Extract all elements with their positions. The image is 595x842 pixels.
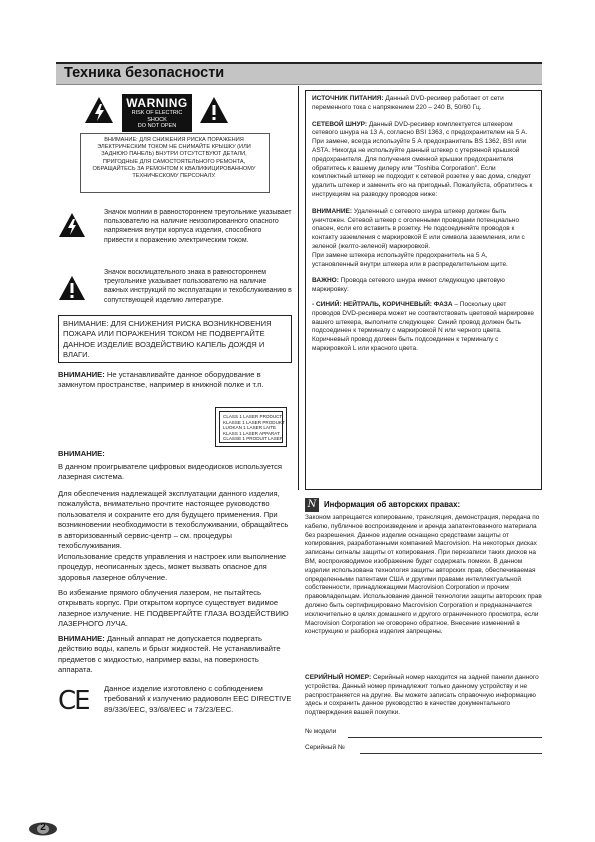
install-warning-text: Не устанавливайте данное оборудование в замкнутом пространстве, например в книжной полке и т.п. (58, 370, 264, 390)
exclamation-description: Значок восклицательного знака в равностороннем треугольнике указывает пользователю на наличие важных инструкций по эксплуатации и техобслуживанию в сопутствующей изделию литературе. (104, 269, 292, 304)
warning-line-1: RISK OF ELECTRIC SHOCK (131, 110, 183, 123)
wire-colors-paragraph (312, 301, 535, 354)
copyright-text: Законом запрещается копирование, трансляция, демонстрация, передача по кабелю, публичное воспроизведение и аренда запатентованного материала без разрешения. Данное изделие оснащено средствами защиты от копирования, разработанными компанией Macrovision. На некоторых дисках записаны сигналы защиты от копирования. При перезаписи таких дисков на ВМ, воспроизводимое изображение будет содержать помехи. В данном изделии использована технология защиты авторских прав, обеспечиваемая определенными патентами США и другими правами интеллектуальной собственности, принадлежащими Macrovision Corporation и прочим правовладельцам. Использование данной технологии защиты авторских прав должно быть сертифицировано Macrovision Corporation и предназначается исключительно в целях домашнего и другого ограниченного просмотра, если Macrovision Corporation не оговорено обратное. Внесение изменений в конструкцию и разборка изделия запрещены. (305, 514, 542, 636)
laser-label-text: CLASS 1 LASER PRODUCT KLASSE 1 LASER PRODUKT LUOKAN 1 LASER LAITE KLASS 1 LASER APPARAT CLASSE 1 PRODUIT LASER (219, 411, 283, 443)
water-warning-label: ВНИМАНИЕ: (58, 634, 105, 643)
power-safety-box (305, 90, 542, 490)
manual-paragraph: Для обеспечения надлежащей эксплуатации данного изделия, пожалуйста, внимательно прочтите настоящее руководство пользователя и сохраните его для будущего применения. При возникновении необходимости в техобслуживании, обращайтесь в авторизованный сервис-центр – см. процедуры техобслуживания. (58, 489, 289, 551)
fuse-paragraph: При замене штекера используйте предохранитель на 5 А, установленный внутри штекера или в распределительном щите. (312, 251, 508, 268)
cord-paragraph (312, 121, 535, 200)
install-warning-label: ВНИМАНИЕ: (58, 370, 105, 379)
serial-text: Серийный номер находится на задней панели данного устройства. Данный номер принадлежит только данному устройству и не распространяется на другие. Вы можете записать справочную информацию здесь и сохранить данное руководство в качестве документального подтверждения вашей покупки. (305, 674, 539, 717)
ce-mark-icon: CE (58, 686, 89, 716)
plug-warning-paragraph (312, 208, 535, 252)
title-bar (56, 62, 542, 85)
serial-field-label: Серийный № (305, 744, 345, 751)
copyright-heading: Информация об авторских правах: (324, 500, 461, 509)
wire-colors-text: – Поскольку цвет проводов DVD-ресивера может не соответствовать цветовой маркировке вашего штекера, выполните следующее: Синий провод должен быть подсоединен к терминалу с маркировкой N или черного цвета. Коричневый провод должен быть подсоединен к терминалу с маркировкой L или красного цвета. (312, 300, 535, 352)
laser-exposure-paragraph: Во избежание прямого облучения лазером, не пытайтесь открывать корпус. При открытом корпусе существует видимое лазерное излучение. НЕ ПОДВЕРГАЙТЕ ГЛАЗА ВОЗДЕЙСТВИЮ ЛАЗЕРНОГО ЛУЧА. (58, 588, 289, 629)
serial-label: СЕРИЙНЫЙ НОМЕР: (305, 674, 372, 681)
ce-directive-text: Данное изделие изготовлено с соблюдением требований к излучению радиоволн EEC DIRECTIVE 89/336/EEC, 93/68/EEC и 73/23/EEC. (104, 684, 292, 714)
laser-product-label (215, 407, 287, 447)
cord-label: СЕТЕВОЙ ШНУР: (312, 120, 368, 128)
fire-warning-text: ВНИМАНИЕ: ДЛЯ СНИЖЕНИЯ РИСКА ВОЗНИКНОВЕНИЯ ПОЖАРА ИЛИ ПОРАЖЕНИЯ ТОКОМ НЕ ПОДВЕРГАЙТЕ ДАННОЕ ИЗДЕЛИЕ ВОЗДЕЙСТВИЮ КАПЕЛЬ ДОЖДЯ И ВЛАГИ. (63, 319, 272, 360)
power-text: Данный DVD-ресивер работает от сети переменного тока с напряжением 220 – 240 В, 50/60 Гц. (312, 95, 504, 111)
serial-paragraph (305, 674, 542, 718)
important-paragraph (312, 277, 535, 295)
page-number: 2 (40, 822, 46, 833)
warning-box (122, 94, 192, 132)
attention-heading: ВНИМАНИЕ: (58, 449, 105, 458)
model-number-line[interactable] (348, 729, 542, 738)
important-text: Провода сетевого шнура имеют следующую цветовую маркировку: (312, 277, 505, 294)
warning-lightning-icon (84, 96, 114, 124)
lightning-description: Значок молнии в равностороннем треугольнике указывает пользователю на наличие неизолированного опасного напряжения внутри корпуса изделия, способного привести к поражению электрическим током. (104, 209, 292, 244)
important-label: ВАЖНО: (312, 277, 339, 285)
warning-subtext: ВНИМАНИЕ: ДЛЯ СНИЖЕНИЯ РИСКА ПОРАЖЕНИЯ ЭЛЕКТРИЧЕСКИМ ТОКОМ НЕ СНИМАЙТЕ КРЫШКУ (ИЛИ ЗАДНЮЮ ПАНЕЛЬ) ВНУТРИ ОТСУТСТВУЮТ ДЕТАЛИ, ПРИГОДНЫЕ ДЛЯ САМОСТОЯТЕЛЬНОГО РЕМОНТА, ОБРАЩАЙТЕСЬ ЗА РЕМОНТОМ К КВАЛИФИЦИРОВАННОМУ ТЕХНИЧЕСКОМУ ПЕРСОНАЛУ. (92, 137, 256, 180)
serial-number-line[interactable] (360, 745, 542, 754)
wire-colors-label: - СИНИЙ: НЕЙТРАЛЬ, КОРИЧНЕВЫЙ: ФАЗА (312, 300, 453, 308)
install-warning (58, 370, 292, 391)
power-paragraph (312, 95, 535, 113)
laser-system-paragraph: В данном проигрывателе цифровых видеодисков используется лазерная система. (58, 462, 283, 482)
warning-heading: WARNING (126, 96, 188, 110)
fire-warning-box (58, 315, 292, 363)
plug-warning-label: ВНИМАНИЕ: (312, 207, 353, 215)
page-number-badge (28, 822, 58, 836)
column-divider (298, 86, 299, 490)
water-warning-text: Данный аппарат не допускается подвергать действию воды, капель и брызг жидкостей. Не устанавливайте предметов с жидкостью, например вазы, на поверхность аппарата. (58, 634, 281, 675)
controls-paragraph: Использование средств управления и настроек или выполнение процедур, неописанных здесь, может вызвать опасное для здоровья лазерное облучение. (58, 552, 287, 582)
exclamation-triangle-icon (58, 275, 86, 301)
plug-warning-text: Удаленный с сетевого шнура штекер должен быть уничтожен. Сетевой штекер с оголенными проводами потенциально опасен, если его вставить в розетку. Не подсоединяйте проводов к контакту заземления с маркировкой Е или символа заземления, или с зеленой (желто-зеленой) маркировкой. (312, 207, 525, 250)
copyright-n-icon: N (305, 498, 319, 512)
page-title: Техника безопасности (64, 65, 225, 81)
water-warning-paragraph (58, 634, 292, 676)
warning-exclaim-icon (199, 96, 229, 124)
model-field-label: № модели (305, 728, 337, 735)
warning-line-2: DO NOT OPEN (137, 123, 177, 129)
cord-text: Данный DVD-ресивер комплектуется штекером сетевого шнура на 13 А, согласно BSI 1363, с предохранителем на 5 А. При замене, всегда используйте 5 А предохранитель BS 1362, BSI или ASTA. Никогда не используйте данный штекер с утерянной крышкой предохранителя. Для получения сменной крышки предохранителя обратитесь к вашему дилеру или "Toshiba Corporation". Если комплектный штекер не подходит к сетевой розетке у вас дома, следует удалить штекер и заменить его на пригодный. Пожалуйста, обратитесь к инструкциям на разводку проводов ниже: (312, 120, 533, 198)
power-label: ИСТОЧНИК ПИТАНИЯ: (312, 95, 384, 102)
lightning-triangle-icon (58, 212, 86, 238)
